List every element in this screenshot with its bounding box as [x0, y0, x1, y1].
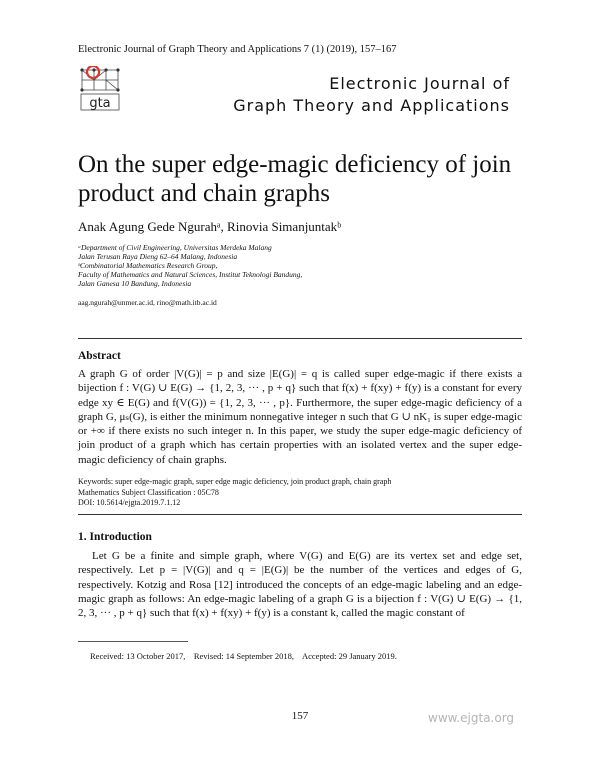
- abstract-heading: Abstract: [78, 350, 121, 362]
- logo-text: gta: [89, 96, 111, 111]
- journal-logo: [78, 66, 122, 112]
- author-emails: aag.ngurah@unmer.ac.id, rino@math.itb.ac.id: [78, 298, 217, 307]
- page-number: 157: [291, 710, 309, 722]
- journal-citation: Electronic Journal of Graph Theory and Applications 7 (1) (2019), 157–167: [78, 44, 397, 55]
- abstract-metadata: [78, 477, 522, 509]
- affiliation-line: ᵇCombinatorial Mathematics Research Group,: [78, 261, 218, 270]
- doi: DOI: 10.5614/ejgta.2019.7.1.12: [78, 498, 181, 507]
- affiliation-line: Faculty of Mathematics and Natural Sciences, Institut Teknologi Bandung,: [78, 270, 303, 279]
- paper-title: On the super edge-magic deficiency of join product and chain graphs: [78, 151, 512, 207]
- journal-name-line2: Graph Theory and Applications: [233, 96, 510, 115]
- msc-code: Mathematics Subject Classification : 05C78: [78, 487, 219, 497]
- introduction-body: [78, 549, 522, 620]
- affiliation-line: Jalan Ganesa 10 Bandung, Indonesia: [78, 279, 192, 288]
- journal-website[interactable]: www.ejgta.org: [428, 711, 515, 725]
- abstract-body: [78, 367, 522, 467]
- abstract-text: A graph G of order |V(G)| = p and size |E(G)| = q is called super edge-magic if there exists a bijection f : V(G) ∪ E(G) → {1, 2, 3, ··· , p + q} such that f(x) + f(xy) + f(y) is a constant for every edge xy ∈ E(G) and f(V(G)) = {1, 2, 3, ··· , p}. Furthermore, the super edge-magic deficiency of a graph G, μₛ(G), is either the minimum nonnegative integer n such that G ∪ nK₁ is super edge-magic or +∞ if there exists no such integer n. In this paper, we study the super edge-magic deficiency of join product of a graph which has certain properties with an isolated vertex and the super edge-magic deficiency of chain graphs.: [78, 368, 522, 466]
- introduction-text: Let G be a finite and simple graph, where V(G) and E(G) are its vertex set and edge set, respectively. Let p = |V(G)| and q = |E(G)| be the number of the vertices and edges of G, respectively. Kotzig and Rosa [12] introduced the concepts of an edge-magic labeling and an edge-magic graph as follows: An edge-magic labeling of a graph G is a bijection f : V(G) ∪ E(G) → {1, 2, 3, ··· , p + q} such that f(x) + f(xy) + f(y) is a constant k, called the magic constant of: [78, 550, 522, 620]
- abstract-top-rule: [78, 338, 522, 339]
- affiliation-line: Jalan Terusan Raya Dieng 62–64 Malang, Indonesia: [78, 252, 238, 261]
- affiliations: [78, 243, 398, 288]
- journal-name-line1: Electronic Journal of: [329, 74, 510, 93]
- journal-name: [218, 73, 510, 117]
- received-dates: Received: 13 October 2017, Revised: 14 September 2018, Accepted: 29 January 2019.: [90, 651, 397, 661]
- abstract-bottom-rule: [78, 514, 522, 515]
- footnote-rule: [78, 641, 188, 642]
- affiliation-line: ᵃDepartment of Civil Engineering, Universitas Merdeka Malang: [78, 243, 272, 252]
- paper-authors: Anak Agung Gede Ngurahᵃ, Rinovia Simanjuntakᵇ: [78, 219, 342, 234]
- section-heading: 1. Introduction: [78, 531, 152, 543]
- keywords: Keywords: super edge-magic graph, super edge magic deficiency, join product graph, chain graph: [78, 477, 392, 486]
